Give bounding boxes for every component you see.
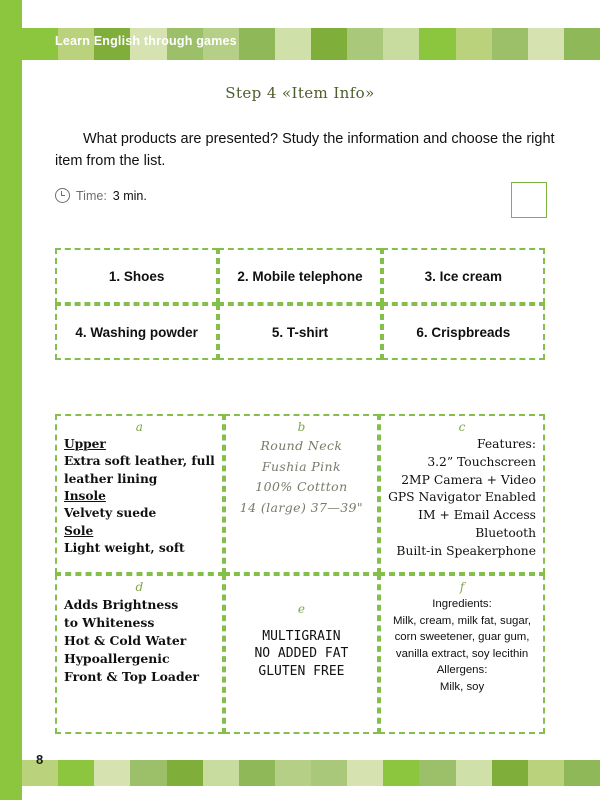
description-line: MULTIGRAIN (262, 628, 341, 644)
product-option-4[interactable] (55, 304, 218, 360)
header-swatch (275, 28, 311, 60)
description-line: Light weight, soft (64, 540, 185, 555)
description-line: corn sweetener, guar gum, (394, 631, 530, 644)
description-line: Allergens: (436, 664, 488, 677)
product-option-label: 4. Washing powder (75, 324, 198, 340)
products-grid (55, 248, 545, 360)
header-swatch (456, 28, 492, 60)
time-row (55, 188, 147, 203)
clock-icon (55, 188, 70, 203)
header-swatch (383, 28, 419, 60)
instruction-text: What products are presented? Study the information and choose the right item from the list. (55, 131, 555, 170)
description-letter: e (297, 602, 305, 616)
description-line: Hypoallergenic (64, 650, 170, 666)
description-card-a[interactable] (55, 414, 224, 574)
description-line: Insole (64, 488, 106, 503)
product-option-6[interactable] (382, 304, 545, 360)
description-line: 3.2” Touchscreen (427, 454, 536, 469)
header-swatch (492, 28, 528, 60)
product-option-3[interactable] (382, 248, 545, 304)
description-card-e[interactable] (224, 574, 379, 734)
header-swatch (564, 28, 600, 60)
description-line: 2MP Camera + Video (401, 472, 536, 487)
description-line: Hot & Cold Water (64, 632, 187, 648)
footer-swatch (203, 760, 239, 786)
step-title: Step 4 «Item Info» (225, 84, 375, 102)
description-line: Extra soft leather, full (64, 454, 215, 469)
description-card-f[interactable] (379, 574, 545, 734)
header-swatch (528, 28, 564, 60)
footer-swatch (528, 760, 564, 786)
description-line: Round Neck (260, 438, 343, 453)
header-swatch (311, 28, 347, 60)
product-option-2[interactable] (218, 248, 381, 304)
description-card-c[interactable] (379, 414, 545, 574)
description-line: Upper (64, 437, 106, 451)
footer-band (22, 760, 600, 786)
footer-swatch (94, 760, 130, 786)
product-option-label: 5. T-shirt (271, 324, 329, 340)
footer-swatch (456, 760, 492, 786)
description-line: Milk, cream, milk fat, sugar, (393, 614, 532, 627)
description-body (387, 596, 537, 695)
page-number: 8 (36, 752, 44, 767)
description-line: IM + Email Access (418, 508, 536, 523)
header-swatch (419, 28, 455, 60)
footer-swatch (564, 760, 600, 786)
header-title: Learn English through games (55, 34, 237, 48)
description-line: Adds Brightness (64, 597, 179, 612)
time-label: Time: (76, 188, 107, 203)
description-line: Velvety suede (64, 506, 157, 521)
description-letter: f (459, 580, 465, 594)
footer-swatch (383, 760, 419, 786)
description-line: Front & Top Loader (64, 668, 200, 684)
footer-swatch (275, 760, 311, 786)
product-option-1[interactable] (55, 248, 218, 304)
footer-swatch (492, 760, 528, 786)
description-line: NO ADDED FAT (254, 646, 349, 662)
description-body (62, 596, 217, 686)
description-line: GPS Navigator Enabled (388, 490, 536, 505)
description-line: Bluetooth (475, 526, 536, 541)
description-line: to Whiteness (64, 614, 155, 630)
header-swatch (22, 28, 58, 60)
footer-swatch (239, 760, 275, 786)
description-line: Fushia Pink (261, 458, 341, 474)
description-letter: c (458, 420, 466, 434)
product-option-label: 2. Mobile telephone (237, 268, 363, 284)
time-value: 3 min. (112, 188, 147, 203)
footer-swatch (311, 760, 347, 786)
description-letter: a (135, 420, 143, 434)
descriptions-grid (55, 414, 545, 734)
description-line: Sole (64, 523, 94, 538)
footer-swatch (419, 760, 455, 786)
description-card-d[interactable] (55, 574, 224, 734)
description-line: 14 (large) 37—39" (239, 499, 364, 515)
description-line: vanilla extract, soy lecithin (395, 647, 529, 660)
description-line: GLUTEN FREE (258, 663, 345, 679)
footer-swatch (347, 760, 383, 786)
header-swatch (239, 28, 275, 60)
description-body (232, 436, 371, 519)
footer-swatch (167, 760, 203, 786)
description-body (232, 628, 371, 681)
description-line: Ingredients: (432, 598, 492, 610)
description-body (62, 436, 217, 557)
product-option-5[interactable] (218, 304, 381, 360)
description-line: Built-in Speakerphone (396, 543, 536, 558)
product-option-label: 6. Crispbreads (416, 324, 511, 340)
description-letter: d (135, 580, 144, 594)
description-letter: b (297, 420, 306, 434)
answer-box[interactable] (511, 182, 547, 218)
description-line: leather lining (64, 471, 158, 486)
footer-swatch (58, 760, 94, 786)
footer-swatch (130, 760, 166, 786)
description-card-b[interactable] (224, 414, 379, 574)
product-option-label: 3. Ice cream (424, 268, 502, 284)
header-swatch (347, 28, 383, 60)
product-option-label: 1. Shoes (108, 268, 165, 284)
description-line: Milk, soy (439, 680, 485, 693)
left-decorative-bar (0, 0, 22, 800)
description-body (386, 436, 538, 561)
description-line: Features: (477, 437, 536, 451)
description-line: 100% Cottton (255, 479, 348, 495)
